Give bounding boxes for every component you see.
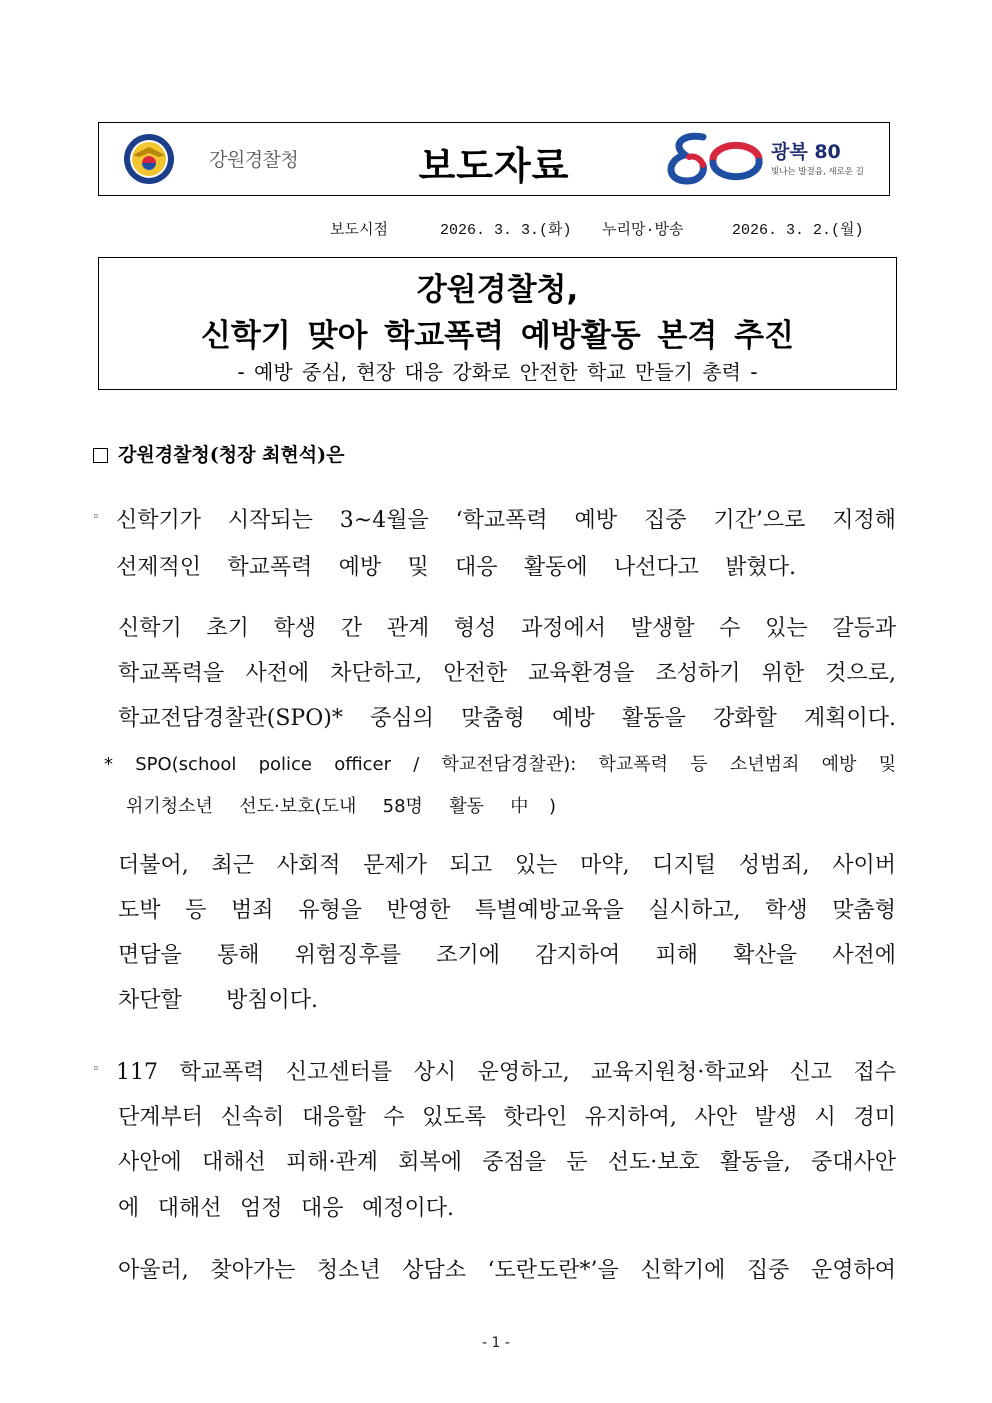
release-label: 보도시점 [330,222,388,239]
paragraph-4-line-1: 117 학교폭력 신고센터를 상시 운영하고, 교육지원청·학교와 신고 접수 [116,1060,896,1085]
paragraph-4-line-2: 단계부터 신속히 대응할 수 있도록 핫라인 유지하여, 사안 발생 시 경미 [118,1105,896,1130]
page-number: - 1 - [482,1335,510,1351]
paragraph-3-line-1: 더불어, 최근 사회적 문제가 되고 있는 마약, 디지털 성범죄, 사이버 [118,853,896,878]
headline-line-1: 강원경찰청, [416,272,579,308]
headline-box [98,257,897,390]
paragraph-4-line-4: 에 대해선 엄정 대응 예정이다. [118,1196,454,1221]
bullet-icon: ◦ [92,1062,100,1077]
liberation-80-title: 광복 80 [771,141,841,163]
spo-footnote-line-2: 위기청소년 선도·보호(도내 58명 활동 中) [126,796,556,817]
paragraph-2-line-3: 학교전담경찰관(SPO)* 중심의 맞춤형 예방 활동을 강화할 계획이다. [118,706,896,731]
paragraph-2-line-2: 학교폭력을 사전에 차단하고, 안전한 교육환경을 조성하기 위한 것으로, [118,661,896,686]
liberation-80-logo-icon [663,131,767,189]
paragraph-1-line-2: 선제적인 학교폭력 예방 및 대응 활동에 나선다고 밝혔다. [116,555,796,580]
paragraph-3-line-2: 도박 등 범죄 유형을 반영한 특별예방교육을 실시하고, 학생 맞춤형 [118,898,896,923]
headline-line-2: 신학기 맞아 학교폭력 예방활동 본격 추진 [200,318,795,354]
checkbox-square-icon [93,448,108,463]
paragraph-5-line-1: 아울러, 찾아가는 청소년 상담소 ‘도란도란*’을 신학기에 집중 운영하여 [118,1258,896,1283]
document-type-title: 보도자료 [418,144,570,188]
agency-name: 강원경찰청 [209,149,299,171]
paragraph-1-line-1: 신학기가 시작되는 3~4월을 ‘학교폭력 예방 집중 기간’으로 지정해 [116,508,896,533]
paragraph-4-line-3: 사안에 대해선 피해·관계 회복에 중점을 둔 선도·보호 활동을, 중대사안 [118,1150,896,1175]
online-release-date: 2026. 3. 2.(월) [732,222,864,239]
spo-footnote-line-1: * SPO(school police officer / 학교전담경찰관): 학교폭력 등 소년범죄 예방 및 [104,754,896,775]
liberation-80-slogan: 빛나는 발걸음, 새로운 길 [771,167,864,177]
online-release-label: 누리망·방송 [602,222,684,239]
section-heading-text: 강원경찰청(청장 최현석)은 [118,444,345,466]
release-date: 2026. 3. 3.(화) [440,222,572,239]
section-heading [93,440,345,467]
paragraph-2-line-1: 신학기 초기 학생 간 관계 형성 과정에서 발생할 수 있는 갈등과 [118,616,896,641]
paragraph-3-line-3: 면담을 통해 위험징후를 조기에 감지하여 피해 확산을 사전에 [118,943,896,968]
paragraph-3-line-4: 차단할 방침이다. [118,988,318,1013]
subheadline: - 예방 중심, 현장 대응 강화로 안전한 학교 만들기 총력 - [237,360,758,384]
press-release-header [98,122,890,196]
bullet-icon: ◦ [92,510,100,525]
